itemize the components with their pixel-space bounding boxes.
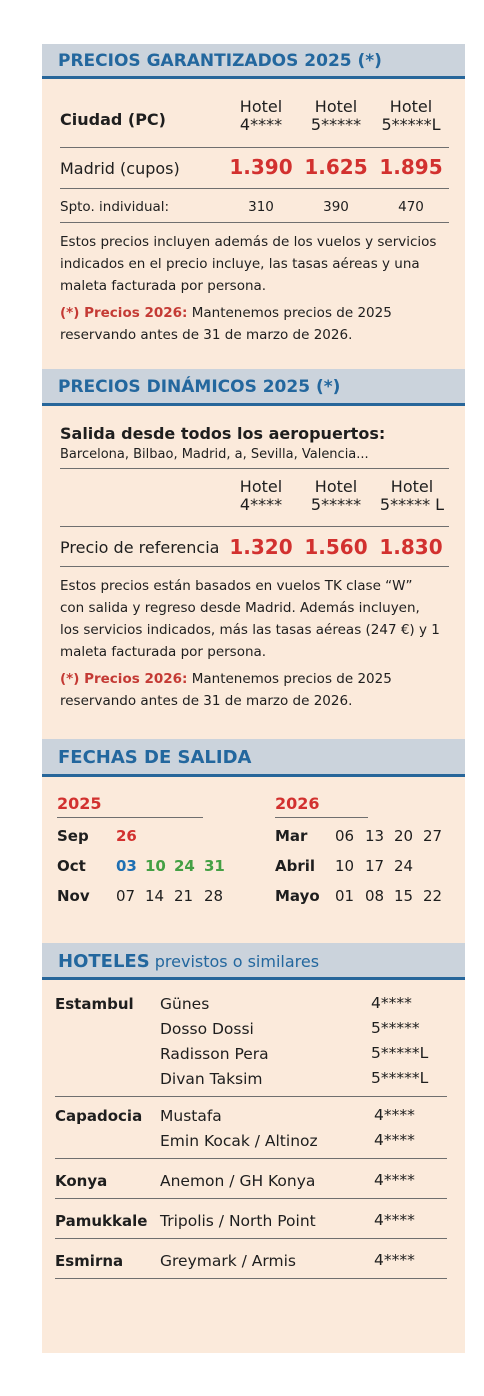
section-header-fechas [42, 739, 465, 777]
departure-date: 31 [204, 857, 225, 875]
divider [60, 147, 449, 148]
section-header-dinamicos [42, 369, 465, 406]
hotel-name: Mustafa [160, 1107, 222, 1125]
price-note [60, 231, 455, 297]
departure-date: 28 [204, 887, 224, 905]
price-value: 1.895 [379, 155, 443, 179]
hotel-category: 4**** [374, 1106, 415, 1124]
info-panel [42, 44, 465, 1353]
hotel-name: Günes [160, 995, 210, 1013]
note-line: Estos precios están basados en vuelos TK clase “W” [60, 578, 413, 594]
year-label: 2025 [57, 794, 102, 813]
departure-date: 21 [174, 887, 194, 905]
divider [60, 566, 449, 567]
divider [60, 188, 449, 189]
departure-date: 06 [335, 827, 355, 845]
hotel-label: Hotel [314, 97, 358, 116]
city-name: Pamukkale [55, 1212, 148, 1230]
hotel-name: Greymark / Armis [160, 1252, 296, 1270]
hotel-label: Hotel [390, 477, 434, 496]
divider [55, 1096, 447, 1097]
divider [55, 1158, 447, 1159]
departure-date: 27 [423, 827, 443, 845]
reference-price-label: Precio de referencia [60, 538, 220, 557]
hotel-column-header [230, 478, 292, 514]
spto-label: Spto. individual: [60, 199, 170, 215]
departure-date: 03 [116, 857, 137, 875]
note-line: Estos precios incluyen además de los vuelos y servicios [60, 234, 437, 250]
departure-date: 01 [335, 887, 355, 905]
year-label: 2026 [275, 794, 320, 813]
note-line: maleta facturada por persona. [60, 278, 267, 294]
section-title: FECHAS DE SALIDA [58, 747, 252, 768]
section-title: PRECIOS DINÁMICOS 2025 (*) [58, 377, 341, 397]
section-header-hoteles [42, 943, 465, 980]
price-value: 1.320 [229, 535, 293, 559]
note-line: maleta facturada por persona. [60, 644, 267, 660]
hotel-column-header [378, 98, 444, 134]
column-label-ciudad: Ciudad (PC) [60, 110, 166, 129]
hotel-category: 4**** [374, 1251, 415, 1269]
departure-date: 22 [423, 887, 443, 905]
month-label: Mayo [275, 887, 320, 905]
hotel-column-header [376, 478, 448, 514]
section-title: PRECIOS GARANTIZADOS 2025 (*) [58, 51, 382, 71]
hotel-name: Divan Taksim [160, 1070, 263, 1088]
note-line: con salida y regreso desde Madrid. Además incluyen, [60, 600, 420, 616]
departure-date: 17 [365, 857, 385, 875]
hoteles-subtitle: previstos o similares [149, 952, 320, 971]
month-label: Abril [275, 857, 316, 875]
month-label: Oct [57, 857, 86, 875]
hotel-column-header [230, 98, 292, 134]
month-label: Sep [57, 827, 89, 845]
divider [275, 817, 368, 818]
departure-date: 24 [174, 857, 195, 875]
hotel-category: 4**** [239, 115, 283, 134]
note-line: Mantenemos precios de 2025 [187, 671, 392, 687]
hotel-category: 5*****L [381, 115, 441, 134]
departure-date: 08 [365, 887, 385, 905]
hotel-category: 5***** [371, 1019, 420, 1037]
hotel-column-header [305, 478, 367, 514]
hotel-category: 5***** L [379, 495, 445, 514]
price-value: 1.560 [304, 535, 368, 559]
salida-title: Salida desde todos los aeropuertos: [60, 424, 386, 443]
precios-2026-note [60, 302, 455, 346]
hotel-category: 5***** [310, 115, 362, 134]
price-note [60, 575, 455, 663]
city-name: Capadocia [55, 1107, 143, 1125]
hotel-category: 5***** [310, 495, 362, 514]
precios-2026-note [60, 668, 455, 712]
departure-date: 15 [394, 887, 414, 905]
hotel-name: Anemon / GH Konya [160, 1172, 316, 1190]
note-line: Mantenemos precios de 2025 [187, 305, 392, 321]
divider [57, 817, 203, 818]
hotel-category: 4**** [371, 994, 412, 1012]
hotel-category: 5*****L [371, 1069, 429, 1087]
hotel-name: Emin Kocak / Altinoz [160, 1132, 318, 1150]
city-name: Estambul [55, 995, 134, 1013]
city-name: Esmirna [55, 1252, 124, 1270]
hotel-name: Radisson Pera [160, 1045, 269, 1063]
precios-2026-marker: (*) Precios 2026: [60, 305, 188, 321]
hotel-column-header [305, 98, 367, 134]
note-line: reservando antes de 31 de marzo de 2026. [60, 327, 353, 343]
spto-value: 310 [248, 199, 274, 215]
hotel-category: 4**** [239, 495, 283, 514]
hotel-label: Hotel [314, 477, 358, 496]
price-value: 1.390 [229, 155, 293, 179]
spto-value: 470 [398, 199, 424, 215]
hotel-name: Tripolis / North Point [160, 1212, 316, 1230]
departure-date: 24 [394, 857, 414, 875]
hoteles-title: HOTELES [58, 951, 150, 972]
hotel-label: Hotel [239, 97, 283, 116]
salida-list: Barcelona, Bilbao, Madrid, a, Sevilla, Valencia... [60, 447, 369, 462]
month-label: Mar [275, 827, 308, 845]
hotel-label: Hotel [239, 477, 283, 496]
hotel-category: 4**** [374, 1171, 415, 1189]
departure-date: 13 [365, 827, 385, 845]
divider [60, 468, 449, 469]
note-line: reservando antes de 31 de marzo de 2026. [60, 693, 353, 709]
departure-date: 14 [145, 887, 165, 905]
section-header-garantizados [42, 44, 465, 79]
departure-date: 10 [335, 857, 355, 875]
city-name: Konya [55, 1172, 108, 1190]
month-label: Nov [57, 887, 90, 905]
section-title [58, 951, 319, 972]
hotel-category: 4**** [374, 1131, 415, 1149]
divider [60, 222, 449, 223]
divider [60, 526, 449, 527]
departure-date: 10 [145, 857, 166, 875]
spto-value: 390 [323, 199, 349, 215]
hotel-category: 4**** [374, 1211, 415, 1229]
departure-date: 07 [116, 887, 136, 905]
departure-date: 26 [116, 827, 137, 845]
price-value: 1.625 [304, 155, 368, 179]
note-line: indicados en el precio incluye, las tasas aéreas y una [60, 256, 420, 272]
hotel-label: Hotel [389, 97, 433, 116]
divider [55, 1278, 447, 1279]
note-line: los servicios indicados, más las tasas aéreas (247 €) y 1 [60, 622, 440, 638]
precios-2026-marker: (*) Precios 2026: [60, 671, 188, 687]
hotel-name: Dosso Dossi [160, 1020, 254, 1038]
divider [55, 1198, 447, 1199]
hotel-category: 5*****L [371, 1044, 429, 1062]
price-value: 1.830 [379, 535, 443, 559]
departure-date: 20 [394, 827, 414, 845]
divider [55, 1238, 447, 1239]
madrid-label: Madrid (cupos) [60, 159, 180, 178]
